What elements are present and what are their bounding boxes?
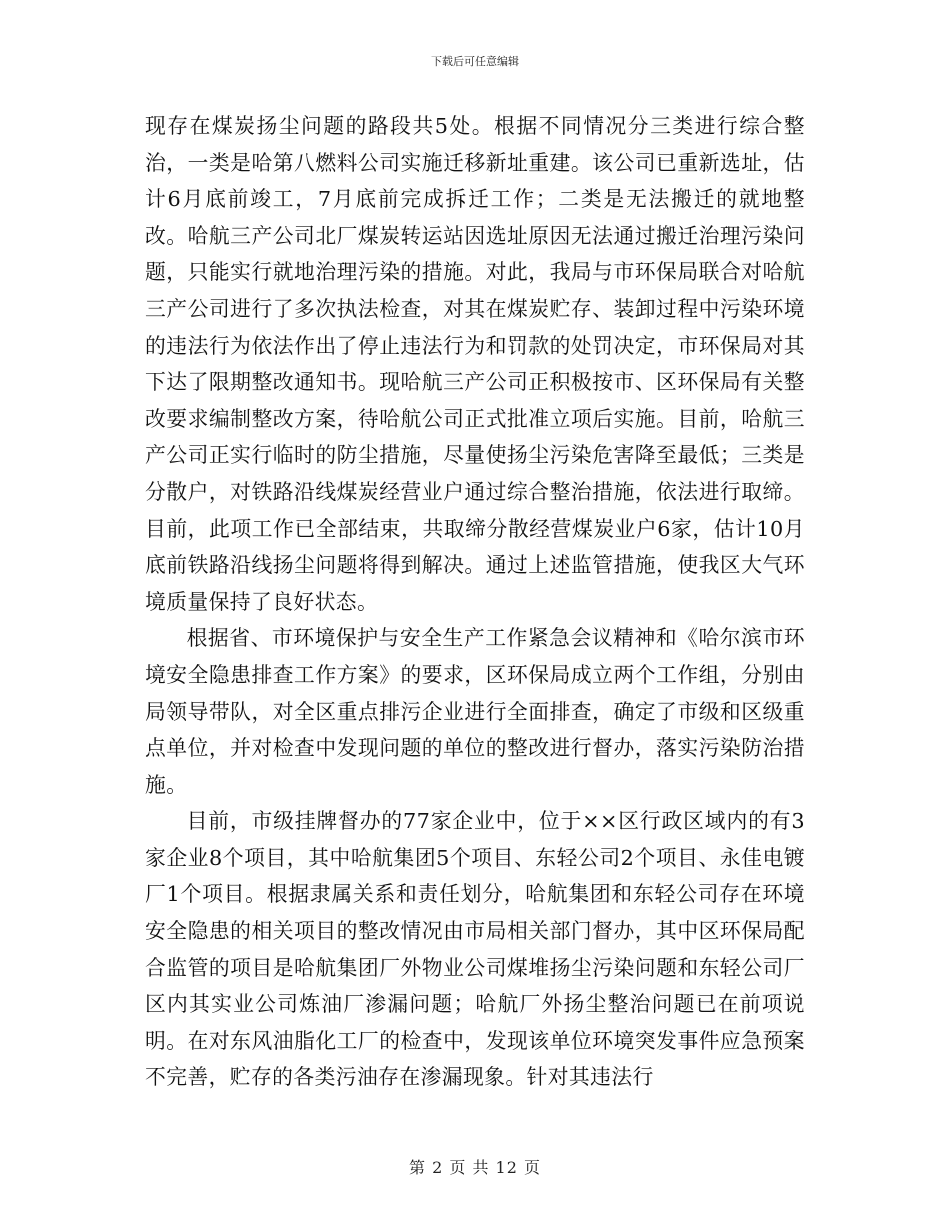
page-number-footer: 第 2 页 共 12 页 xyxy=(409,1158,541,1177)
page-header: 下载后可任意编辑 xyxy=(431,55,519,68)
paragraph-2: 根据省、市环境保护与安全生产工作紧急会议精神和《哈尔滨市环境安全隐患排查工作方案》的要求，区环保局成立两个工作组，分别由局领导带队，对全区重点排污企业进行全面排查，确定了市级和区级重点单位，并对检查中发现问题的单位的整改进行督办，落实污染防治措施。 xyxy=(145,626,805,797)
paragraph-3: 目前，市级挂牌督办的77家企业中，位于××区行政区域内的有3家企业8个项目，其中哈航集团5个项目、东轻公司2个项目、永佳电镀厂1个项目。根据隶属关系和责任划分，哈航集团和东轻公司存在环境安全隐患的相关项目的整改情况由市局相关部门督办，其中区环保局配合监管的项目是哈航集团厂外物业公司煤堆扬尘污染问题和东轻公司厂区内其实业公司炼油厂渗漏问题；哈航厂外扬尘整治问题已在前项说明。在对东风油脂化工厂的检查中，发现该单位环境突发事件应急预案不完善，贮存的各类污油存在渗漏现象。针对其违法行 xyxy=(145,809,805,1090)
paragraph-1: 现存在煤炭扬尘问题的路段共5处。根据不同情况分三类进行综合整治，一类是哈第八燃料公司实施迁移新址重建。该公司已重新选址，估计6月底前竣工，7月底前完成拆迁工作；二类是无法搬迁的就地整改。哈航三产公司北厂煤炭转运站因选址原因无法通过搬迁治理污染问题，只能实行就地治理污染的措施。对此，我局与市环保局联合对哈航三产公司进行了多次执法检查，对其在煤炭贮存、装卸过程中污染环境的违法行为依法作出了停止违法行为和罚款的处罚决定，市环保局对其下达了限期整改通知书。现哈航三产公司正积极按市、区环保局有关整改要求编制整改方案，待哈航公司正式批准立项后实施。目前，哈航三产公司正实行临时的防尘措施，尽量使扬尘污染危害降至最低；三类是分散户，对铁路沿线煤炭经营业户通过综合整治措施，依法进行取缔。目前，此项工作已全部结束，共取缔分散经营煤炭业户6家，估计10月底前铁路沿线扬尘问题将得到解决。通过上述监管措施，使我区大气环境质量保持了良好状态。 xyxy=(145,114,805,614)
document-body xyxy=(145,108,805,1096)
